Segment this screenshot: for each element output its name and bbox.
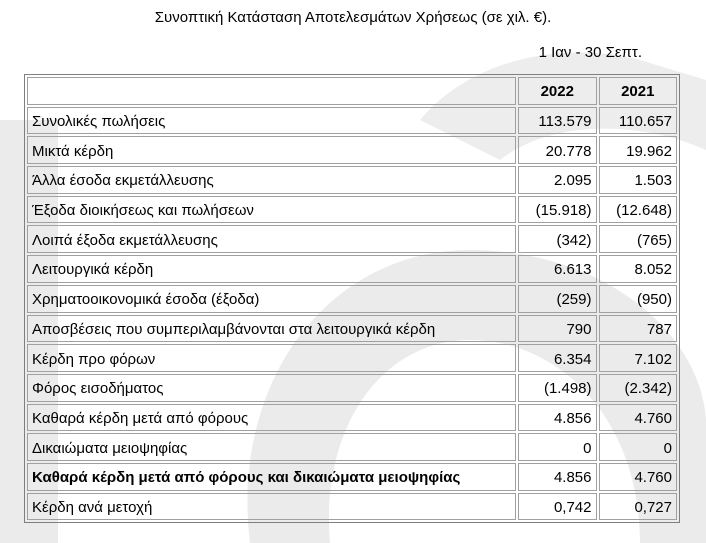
period-label: 1 Ιαν - 30 Σεπτ. (538, 44, 642, 61)
row-label: Δικαιώματα μειοψηφίας (27, 433, 516, 461)
table-row (27, 136, 677, 164)
row-label: Κέρδη ανά μετοχή (27, 493, 516, 521)
value-2021: 1.503 (599, 166, 678, 194)
table-row (27, 285, 677, 313)
value-2021: (2.342) (599, 374, 678, 402)
row-label: Λοιπά έξοδα εκμετάλλευσης (27, 225, 516, 253)
value-2021: 0,727 (599, 493, 678, 521)
value-2021: 110.657 (599, 107, 678, 135)
value-2022: (342) (518, 225, 596, 253)
row-label: Λειτουργικά κέρδη (27, 255, 516, 283)
value-2021: 19.962 (599, 136, 678, 164)
value-2022: (15.918) (518, 196, 596, 224)
value-2021: 4.760 (599, 404, 678, 432)
value-2022: (1.498) (518, 374, 596, 402)
row-label: Έξοδα διοικήσεως και πωλήσεων (27, 196, 516, 224)
table-row (27, 107, 677, 135)
header-cell-2022: 2022 (518, 77, 596, 105)
row-label: Συνολικές πωλήσεις (27, 107, 516, 135)
table-row (27, 493, 677, 521)
value-2022: 0 (518, 433, 596, 461)
row-label: Καθαρά κέρδη μετά από φόρους (27, 404, 516, 432)
table-row (27, 404, 677, 432)
value-2022: 2.095 (518, 166, 596, 194)
value-2021: 787 (599, 315, 678, 343)
header-cell-empty (27, 77, 516, 105)
table-row (27, 315, 677, 343)
income-statement-table-container (24, 74, 680, 523)
value-2021: 8.052 (599, 255, 678, 283)
report-title: Συνοπτική Κατάσταση Αποτελεσμάτων Χρήσεως (σε χιλ. €). (154, 9, 552, 26)
value-2022: (259) (518, 285, 596, 313)
row-label: Χρηματοοικονομικά έσοδα (έξοδα) (27, 285, 516, 313)
value-2022: 790 (518, 315, 596, 343)
value-2022: 20.778 (518, 136, 596, 164)
value-2022: 113.579 (518, 107, 596, 135)
value-2021: (12.648) (599, 196, 678, 224)
table-header-row (27, 77, 677, 105)
header-cell-2021: 2021 (599, 77, 678, 105)
value-2022: 6.613 (518, 255, 596, 283)
value-2021: (765) (599, 225, 678, 253)
value-2022: 4.856 (518, 404, 596, 432)
table-row (27, 255, 677, 283)
table-row (27, 374, 677, 402)
value-2022: 6.354 (518, 344, 596, 372)
table-row (27, 166, 677, 194)
value-2021: (950) (599, 285, 678, 313)
value-2022: 0,742 (518, 493, 596, 521)
table-row-total (27, 463, 677, 491)
value-2021: 4.760 (599, 463, 678, 491)
row-label: Αποσβέσεις που συμπεριλαμβάνονται στα λειτουργικά κέρδη (27, 315, 516, 343)
table-row (27, 344, 677, 372)
row-label: Κέρδη προ φόρων (27, 344, 516, 372)
value-2021: 0 (599, 433, 678, 461)
row-label: Καθαρά κέρδη μετά από φόρους και δικαιώματα μειοψηφίας (27, 463, 516, 491)
row-label: Μικτά κέρδη (27, 136, 516, 164)
value-2021: 7.102 (599, 344, 678, 372)
row-label: Άλλα έσοδα εκμετάλλευσης (27, 166, 516, 194)
income-statement-table (24, 74, 680, 523)
table-row (27, 433, 677, 461)
table-row (27, 196, 677, 224)
value-2022: 4.856 (518, 463, 596, 491)
row-label: Φόρος εισοδήματος (27, 374, 516, 402)
table-row (27, 225, 677, 253)
